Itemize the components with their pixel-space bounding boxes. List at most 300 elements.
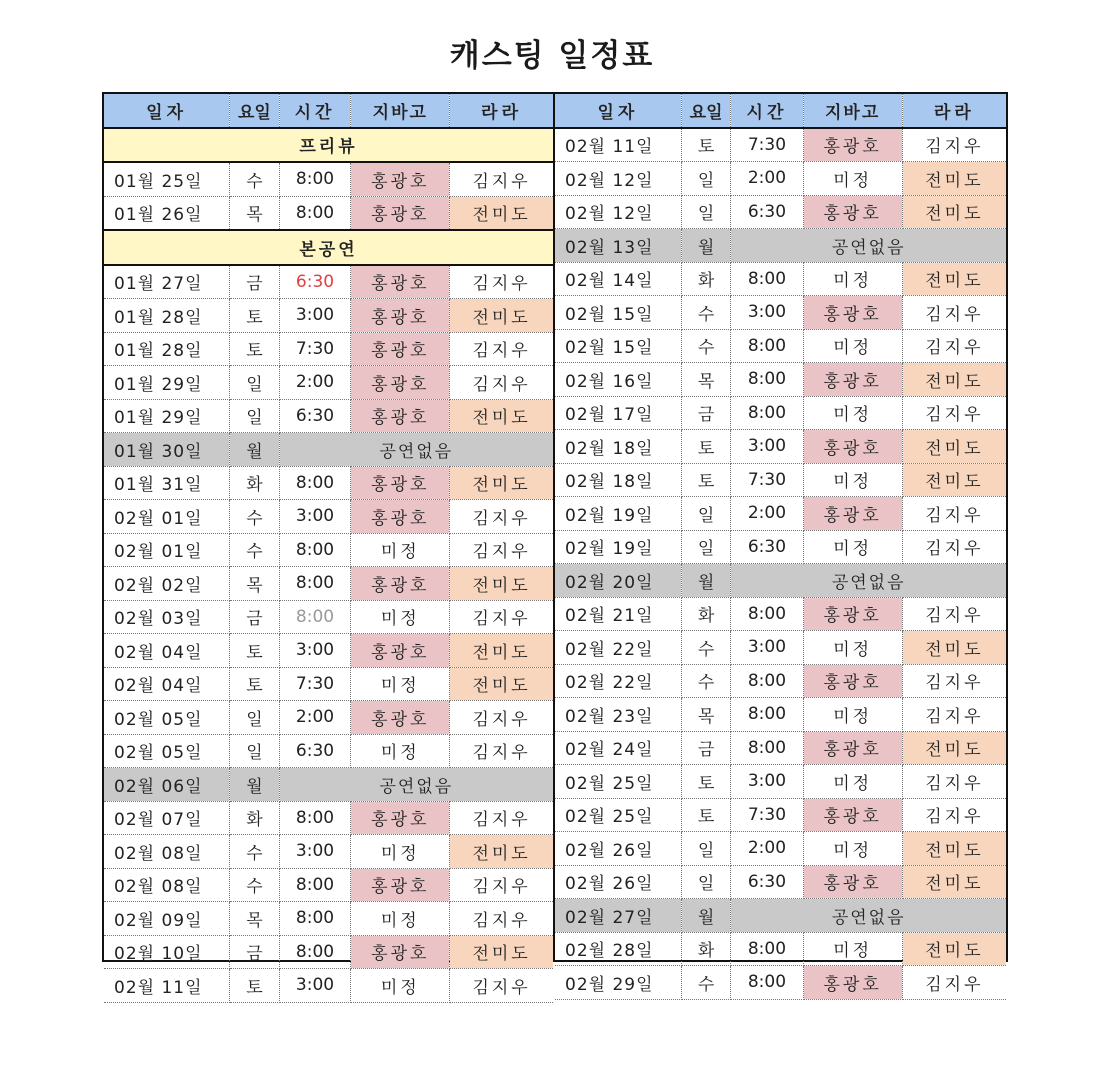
lara-cast-cell: 김지우 <box>902 798 1006 832</box>
schedule-left-table <box>104 94 553 1003</box>
zhivago-cast-cell: 홍광호 <box>803 128 902 162</box>
header-row <box>104 94 553 128</box>
day-cell: 토 <box>681 765 731 799</box>
time-cell: 6:30 <box>731 195 803 229</box>
zhivago-cast-cell: 미정 <box>351 533 450 567</box>
section-row <box>104 230 553 265</box>
date-cell: 02월 09일 <box>104 902 230 936</box>
day-cell: 수 <box>681 296 731 330</box>
table-row <box>104 801 553 835</box>
day-cell: 토 <box>230 299 279 333</box>
day-cell: 화 <box>681 262 731 296</box>
lara-cast-cell: 전미도 <box>450 935 553 969</box>
zhivago-cast-cell: 홍광호 <box>351 868 450 902</box>
table-row <box>555 966 1006 1000</box>
zhivago-cast-cell: 미정 <box>803 530 902 564</box>
day-cell: 화 <box>681 597 731 631</box>
zhivago-cast-cell: 홍광호 <box>803 597 902 631</box>
lara-cast-cell: 전미도 <box>902 832 1006 866</box>
table-row <box>555 430 1006 464</box>
section-label: 프리뷰 <box>104 128 553 163</box>
date-cell: 01월 29일 <box>104 399 230 433</box>
date-cell: 02월 25일 <box>555 798 681 832</box>
table-row <box>104 835 553 869</box>
lara-cast-cell: 전미도 <box>450 399 553 433</box>
day-cell: 수 <box>230 162 279 196</box>
time-cell: 8:00 <box>279 533 351 567</box>
date-cell: 02월 01일 <box>104 533 230 567</box>
date-cell: 02월 08일 <box>104 868 230 902</box>
date-cell: 01월 26일 <box>104 196 230 230</box>
date-cell: 02월 12일 <box>555 162 681 196</box>
lara-cast-cell: 김지우 <box>902 765 1006 799</box>
day-cell: 월 <box>681 899 731 933</box>
lara-cast-cell: 김지우 <box>902 329 1006 363</box>
lara-cast-cell: 김지우 <box>450 868 553 902</box>
time-cell: 6:30 <box>731 530 803 564</box>
lara-cast-cell: 김지우 <box>902 530 1006 564</box>
zhivago-cast-cell: 홍광호 <box>351 162 450 196</box>
time-cell: 8:00 <box>731 363 803 397</box>
table-row <box>104 399 553 433</box>
lara-cast-cell: 김지우 <box>450 969 553 1003</box>
day-cell: 토 <box>230 634 279 668</box>
lara-cast-cell: 김지우 <box>902 664 1006 698</box>
lara-cast-cell: 김지우 <box>902 497 1006 531</box>
lara-cast-cell: 전미도 <box>902 262 1006 296</box>
day-cell: 일 <box>230 734 279 768</box>
date-cell: 02월 15일 <box>555 329 681 363</box>
zhivago-cast-cell: 홍광호 <box>351 567 450 601</box>
lara-cast-cell: 김지우 <box>902 698 1006 732</box>
date-cell: 02월 23일 <box>555 698 681 732</box>
time-cell: 8:00 <box>279 935 351 969</box>
zhivago-cast-cell: 홍광호 <box>351 366 450 400</box>
day-cell: 일 <box>681 832 731 866</box>
time-cell: 8:00 <box>731 966 803 1000</box>
table-row <box>555 363 1006 397</box>
zhivago-cast-cell: 미정 <box>803 396 902 430</box>
zhivago-cast-cell: 미정 <box>803 765 902 799</box>
time-cell: 8:00 <box>279 902 351 936</box>
day-cell: 일 <box>681 162 731 196</box>
day-cell: 수 <box>230 868 279 902</box>
lara-cast-cell: 전미도 <box>902 195 1006 229</box>
lara-cast-cell: 김지우 <box>450 701 553 735</box>
header-row <box>555 94 1006 128</box>
lara-cast-cell: 김지우 <box>902 966 1006 1000</box>
lara-cast-cell: 전미도 <box>902 162 1006 196</box>
lara-cast-cell: 전미도 <box>450 634 553 668</box>
date-cell: 02월 18일 <box>555 463 681 497</box>
zhivago-cast-cell: 홍광호 <box>803 497 902 531</box>
table-row <box>104 634 553 668</box>
day-cell: 월 <box>681 564 731 598</box>
date-cell: 01월 31일 <box>104 466 230 500</box>
zhivago-cast-cell: 홍광호 <box>351 196 450 230</box>
table-row <box>104 196 553 230</box>
table-row <box>555 296 1006 330</box>
section-row <box>104 128 553 163</box>
time-cell: 3:00 <box>731 296 803 330</box>
day-cell: 금 <box>681 731 731 765</box>
day-cell: 월 <box>230 768 279 802</box>
day-cell: 일 <box>681 195 731 229</box>
table-row <box>104 567 553 601</box>
lara-cast-cell: 전미도 <box>902 430 1006 464</box>
no-show-row <box>104 768 553 802</box>
time-cell: 3:00 <box>279 634 351 668</box>
schedule-left-half <box>104 94 555 998</box>
zhivago-cast-cell: 홍광호 <box>351 299 450 333</box>
lara-cast-cell: 전미도 <box>902 631 1006 665</box>
date-cell: 02월 02일 <box>104 567 230 601</box>
day-cell: 목 <box>230 196 279 230</box>
day-cell: 수 <box>681 966 731 1000</box>
zhivago-cast-cell: 홍광호 <box>351 500 450 534</box>
zhivago-cast-cell: 홍광호 <box>803 664 902 698</box>
lara-cast-cell: 전미도 <box>450 196 553 230</box>
time-cell: 8:00 <box>279 600 351 634</box>
date-cell: 02월 17일 <box>555 396 681 430</box>
date-cell: 02월 19일 <box>555 530 681 564</box>
time-cell: 8:00 <box>731 329 803 363</box>
table-row <box>555 128 1006 162</box>
lara-cast-cell: 전미도 <box>902 731 1006 765</box>
lara-cast-cell: 전미도 <box>902 932 1006 966</box>
day-cell: 수 <box>230 533 279 567</box>
zhivago-cast-cell: 미정 <box>351 902 450 936</box>
time-cell: 7:30 <box>731 463 803 497</box>
schedule-right-table <box>555 94 1006 1000</box>
table-row <box>555 865 1006 899</box>
table-row <box>104 366 553 400</box>
table-row <box>555 195 1006 229</box>
zhivago-cast-cell: 홍광호 <box>803 363 902 397</box>
time-cell: 2:00 <box>731 497 803 531</box>
zhivago-cast-cell: 홍광호 <box>351 265 450 299</box>
date-cell: 02월 29일 <box>555 966 681 1000</box>
zhivago-cast-cell: 홍광호 <box>351 634 450 668</box>
lara-cast-cell: 전미도 <box>450 667 553 701</box>
header-date: 일자 <box>555 94 681 128</box>
schedule-right-half <box>555 94 1006 995</box>
day-cell: 수 <box>681 664 731 698</box>
table-row <box>555 698 1006 732</box>
lara-cast-cell: 전미도 <box>450 466 553 500</box>
table-row <box>555 597 1006 631</box>
lara-cast-cell: 김지우 <box>902 128 1006 162</box>
day-cell: 토 <box>230 667 279 701</box>
date-cell: 01월 28일 <box>104 299 230 333</box>
lara-cast-cell: 김지우 <box>450 734 553 768</box>
no-show-label: 공연없음 <box>279 433 553 467</box>
time-cell: 8:00 <box>279 868 351 902</box>
date-cell: 02월 14일 <box>555 262 681 296</box>
date-cell: 01월 30일 <box>104 433 230 467</box>
table-row <box>104 299 553 333</box>
date-cell: 02월 21일 <box>555 597 681 631</box>
zhivago-cast-cell: 미정 <box>351 667 450 701</box>
day-cell: 토 <box>681 463 731 497</box>
zhivago-cast-cell: 홍광호 <box>803 296 902 330</box>
table-row <box>104 533 553 567</box>
date-cell: 02월 18일 <box>555 430 681 464</box>
day-cell: 목 <box>230 567 279 601</box>
time-cell: 2:00 <box>279 701 351 735</box>
lara-cast-cell: 전미도 <box>450 835 553 869</box>
zhivago-cast-cell: 홍광호 <box>803 430 902 464</box>
zhivago-cast-cell: 미정 <box>803 329 902 363</box>
date-cell: 02월 28일 <box>555 932 681 966</box>
time-cell: 8:00 <box>731 731 803 765</box>
table-row <box>104 600 553 634</box>
time-cell: 8:00 <box>731 262 803 296</box>
date-cell: 02월 05일 <box>104 701 230 735</box>
table-row <box>555 832 1006 866</box>
schedule-left-body <box>104 128 553 1003</box>
day-cell: 수 <box>681 329 731 363</box>
no-show-label: 공연없음 <box>279 768 553 802</box>
zhivago-cast-cell: 미정 <box>803 631 902 665</box>
date-cell: 02월 11일 <box>555 128 681 162</box>
time-cell: 8:00 <box>279 801 351 835</box>
time-cell: 8:00 <box>279 567 351 601</box>
header-day: 요일 <box>230 94 279 128</box>
zhivago-cast-cell: 미정 <box>351 734 450 768</box>
lara-cast-cell: 김지우 <box>450 265 553 299</box>
table-row <box>104 969 553 1003</box>
table-row <box>555 664 1006 698</box>
table-row <box>104 902 553 936</box>
table-row <box>104 868 553 902</box>
zhivago-cast-cell: 미정 <box>351 835 450 869</box>
day-cell: 월 <box>681 229 731 263</box>
time-cell: 2:00 <box>731 832 803 866</box>
table-row <box>104 332 553 366</box>
zhivago-cast-cell: 미정 <box>803 262 902 296</box>
lara-cast-cell: 김지우 <box>902 597 1006 631</box>
day-cell: 토 <box>681 798 731 832</box>
zhivago-cast-cell: 미정 <box>803 463 902 497</box>
date-cell: 02월 06일 <box>104 768 230 802</box>
date-cell: 02월 04일 <box>104 634 230 668</box>
zhivago-cast-cell: 미정 <box>803 698 902 732</box>
no-show-label: 공연없음 <box>731 899 1006 933</box>
time-cell: 8:00 <box>731 597 803 631</box>
zhivago-cast-cell: 미정 <box>803 162 902 196</box>
schedule-right-body <box>555 128 1006 1000</box>
day-cell: 토 <box>681 128 731 162</box>
date-cell: 02월 03일 <box>104 600 230 634</box>
lara-cast-cell: 전미도 <box>902 463 1006 497</box>
zhivago-cast-cell: 홍광호 <box>351 399 450 433</box>
day-cell: 금 <box>230 935 279 969</box>
day-cell: 토 <box>230 332 279 366</box>
date-cell: 02월 16일 <box>555 363 681 397</box>
table-row <box>104 701 553 735</box>
zhivago-cast-cell: 홍광호 <box>803 865 902 899</box>
table-row <box>555 329 1006 363</box>
lara-cast-cell: 전미도 <box>902 363 1006 397</box>
date-cell: 02월 22일 <box>555 664 681 698</box>
day-cell: 수 <box>681 631 731 665</box>
time-cell: 6:30 <box>279 399 351 433</box>
day-cell: 일 <box>230 399 279 433</box>
zhivago-cast-cell: 홍광호 <box>803 195 902 229</box>
table-row <box>555 932 1006 966</box>
table-row <box>104 466 553 500</box>
day-cell: 월 <box>230 433 279 467</box>
time-cell: 8:00 <box>279 162 351 196</box>
date-cell: 02월 13일 <box>555 229 681 263</box>
table-row <box>104 265 553 299</box>
date-cell: 02월 15일 <box>555 296 681 330</box>
time-cell: 8:00 <box>731 698 803 732</box>
table-row <box>555 530 1006 564</box>
time-cell: 2:00 <box>731 162 803 196</box>
date-cell: 02월 01일 <box>104 500 230 534</box>
date-cell: 02월 12일 <box>555 195 681 229</box>
day-cell: 금 <box>230 600 279 634</box>
lara-cast-cell: 전미도 <box>902 865 1006 899</box>
time-cell: 3:00 <box>279 969 351 1003</box>
time-cell: 8:00 <box>731 932 803 966</box>
no-show-row <box>104 433 553 467</box>
header-lara: 라라 <box>902 94 1006 128</box>
no-show-row <box>555 899 1006 933</box>
day-cell: 수 <box>230 500 279 534</box>
header-zhivago: 지바고 <box>351 94 450 128</box>
zhivago-cast-cell: 홍광호 <box>351 801 450 835</box>
time-cell: 3:00 <box>731 430 803 464</box>
date-cell: 02월 19일 <box>555 497 681 531</box>
table-row <box>555 731 1006 765</box>
table-row <box>104 935 553 969</box>
zhivago-cast-cell: 미정 <box>351 600 450 634</box>
no-show-row <box>555 564 1006 598</box>
time-cell: 7:30 <box>731 798 803 832</box>
day-cell: 화 <box>681 932 731 966</box>
zhivago-cast-cell: 홍광호 <box>351 701 450 735</box>
header-date: 일자 <box>104 94 230 128</box>
time-cell: 8:00 <box>279 196 351 230</box>
day-cell: 일 <box>681 497 731 531</box>
header-lara: 라라 <box>450 94 553 128</box>
table-row <box>104 162 553 196</box>
day-cell: 화 <box>230 801 279 835</box>
day-cell: 일 <box>230 366 279 400</box>
zhivago-cast-cell: 홍광호 <box>351 466 450 500</box>
lara-cast-cell: 김지우 <box>450 162 553 196</box>
no-show-label: 공연없음 <box>731 229 1006 263</box>
date-cell: 02월 05일 <box>104 734 230 768</box>
time-cell: 6:30 <box>731 865 803 899</box>
zhivago-cast-cell: 미정 <box>351 969 450 1003</box>
time-cell: 7:30 <box>731 128 803 162</box>
time-cell: 8:00 <box>279 466 351 500</box>
day-cell: 일 <box>681 865 731 899</box>
date-cell: 02월 25일 <box>555 765 681 799</box>
day-cell: 일 <box>681 530 731 564</box>
day-cell: 목 <box>681 363 731 397</box>
date-cell: 02월 20일 <box>555 564 681 598</box>
lara-cast-cell: 김지우 <box>450 366 553 400</box>
table-row <box>555 631 1006 665</box>
date-cell: 01월 25일 <box>104 162 230 196</box>
date-cell: 02월 11일 <box>104 969 230 1003</box>
date-cell: 02월 24일 <box>555 731 681 765</box>
table-row <box>104 500 553 534</box>
table-row <box>555 262 1006 296</box>
table-row <box>555 396 1006 430</box>
day-cell: 화 <box>230 466 279 500</box>
date-cell: 02월 26일 <box>555 865 681 899</box>
zhivago-cast-cell: 미정 <box>803 932 902 966</box>
day-cell: 토 <box>230 969 279 1003</box>
time-cell: 3:00 <box>731 765 803 799</box>
table-row <box>104 667 553 701</box>
lara-cast-cell: 전미도 <box>450 299 553 333</box>
day-cell: 토 <box>681 430 731 464</box>
day-cell: 금 <box>681 396 731 430</box>
time-cell: 6:30 <box>279 265 351 299</box>
date-cell: 01월 28일 <box>104 332 230 366</box>
day-cell: 금 <box>230 265 279 299</box>
section-label: 본공연 <box>104 230 553 265</box>
zhivago-cast-cell: 홍광호 <box>803 966 902 1000</box>
time-cell: 6:30 <box>279 734 351 768</box>
lara-cast-cell: 김지우 <box>450 600 553 634</box>
table-row <box>555 798 1006 832</box>
zhivago-cast-cell: 홍광호 <box>803 798 902 832</box>
date-cell: 02월 08일 <box>104 835 230 869</box>
time-cell: 8:00 <box>731 664 803 698</box>
date-cell: 01월 29일 <box>104 366 230 400</box>
date-cell: 02월 04일 <box>104 667 230 701</box>
no-show-row <box>555 229 1006 263</box>
header-day: 요일 <box>681 94 731 128</box>
date-cell: 02월 07일 <box>104 801 230 835</box>
date-cell: 01월 27일 <box>104 265 230 299</box>
time-cell: 7:30 <box>279 332 351 366</box>
zhivago-cast-cell: 홍광호 <box>351 935 450 969</box>
header-time: 시간 <box>279 94 351 128</box>
page-title: 캐스팅 일정표 <box>449 38 655 74</box>
day-cell: 목 <box>681 698 731 732</box>
table-row <box>555 162 1006 196</box>
zhivago-cast-cell: 미정 <box>803 832 902 866</box>
day-cell: 수 <box>230 835 279 869</box>
lara-cast-cell: 김지우 <box>450 500 553 534</box>
time-cell: 3:00 <box>279 299 351 333</box>
day-cell: 목 <box>230 902 279 936</box>
table-row <box>104 734 553 768</box>
table-row <box>555 765 1006 799</box>
lara-cast-cell: 김지우 <box>450 533 553 567</box>
time-cell: 8:00 <box>731 396 803 430</box>
zhivago-cast-cell: 홍광호 <box>351 332 450 366</box>
day-cell: 일 <box>230 701 279 735</box>
header-time: 시간 <box>731 94 803 128</box>
header-zhivago: 지바고 <box>803 94 902 128</box>
lara-cast-cell: 김지우 <box>450 801 553 835</box>
lara-cast-cell: 김지우 <box>902 396 1006 430</box>
time-cell: 3:00 <box>731 631 803 665</box>
date-cell: 02월 22일 <box>555 631 681 665</box>
time-cell: 7:30 <box>279 667 351 701</box>
date-cell: 02월 10일 <box>104 935 230 969</box>
